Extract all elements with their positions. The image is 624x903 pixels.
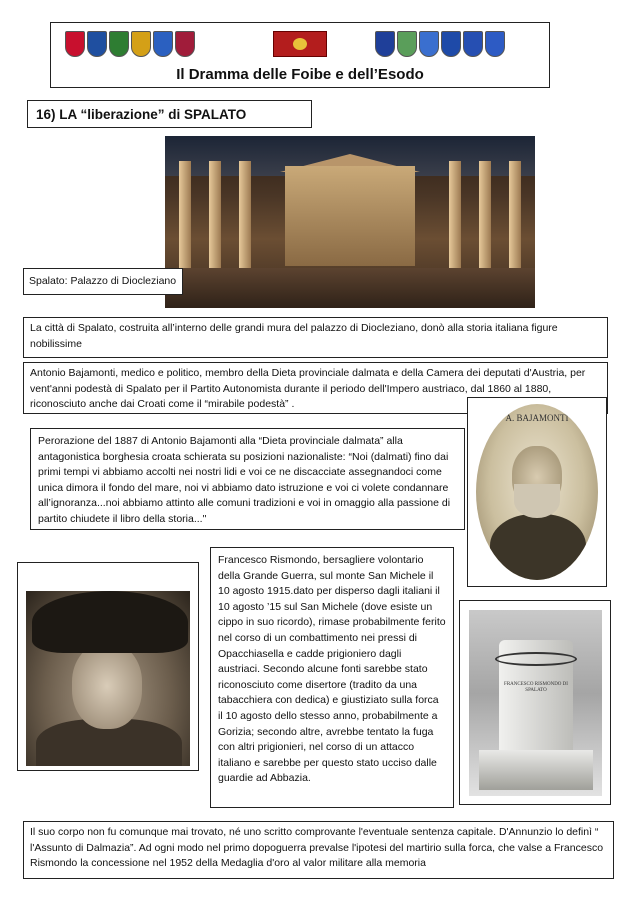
palace-photo bbox=[165, 136, 535, 308]
section-title: 16) LA “liberazione” di SPALATO bbox=[27, 100, 312, 128]
bajamonti-portrait bbox=[476, 404, 598, 580]
bajamonti-speech-paragraph: Perorazione del 1887 di Antonio Bajamonti alla “Dieta provinciale dalmata” alla antagonistica borghesia croata schierata su posizioni nazionaliste: “Noi (dalmati) fino dai primi tempi vi abbiamo accolti nei nostri lidi e voi ce ne discacciate assegnandoci come unica dimora il fondo del mare, noi vi abbiamo dato istruzione e voi ci volete condannare all’ignoranza...noi abbiamo attinto alle comuni tradizioni e voi in omaggio alla passione di partito chiudete il libro della storia..." bbox=[30, 428, 465, 530]
rismondo-portrait bbox=[26, 591, 190, 766]
page-title: Il Dramma delle Foibe e dell’Esodo bbox=[176, 66, 424, 83]
crest-icon bbox=[65, 31, 85, 57]
monument-inscription: FRANCESCO RISMONDO DI SPALATO bbox=[504, 682, 568, 693]
venice-flag-icon bbox=[273, 31, 327, 57]
crest-icon bbox=[153, 31, 173, 57]
monument-photo bbox=[469, 610, 602, 796]
monument-photo-frame bbox=[459, 600, 611, 805]
crest-icon bbox=[131, 31, 151, 57]
crests-right bbox=[375, 31, 505, 57]
crest-icon bbox=[397, 31, 417, 57]
rismondo-paragraph: Francesco Rismondo, bersagliere volontario della Grande Guerra, sul monte San Michele il 10 agosto 1915.dato per disperso dagli italiani il 10 agosto ’15 sul San Michele (dove esiste un cippo in suo ricordo), rimase probabilmente ferito nel corso di un combattimento nei pressi di Opacchiasella e cadde prigioniero dagli austriaci. Secondo alcune fonti sarebbe stato riconosciuto come disertore (tradito da una tabacchiera con dedica) e giustiziato sulla forca il 10 agosto dello stesso anno, probabilmente a Gorizia; secondo altre, avrebbe tentato la fuga con altri prigionieri, nel corso di un attacco italiano e sarebbe per questo stato ucciso dalle guardie ad Abbazia. bbox=[210, 547, 454, 808]
crests-left bbox=[65, 31, 195, 57]
bajamonti-bio-paragraph: Antonio Bajamonti, medico e politico, membro della Dieta provinciale dalmata e della Camera dei deputati d'Austria, per vent'anni podestà di Spalato per il Partito Autonomista durante il periodo dell'Impero austriaco, dal 1860 al 1880, riconosciuto anche dai Croati come il “mirabile podestà” . bbox=[23, 362, 608, 414]
crest-icon bbox=[419, 31, 439, 57]
crest-icon bbox=[109, 31, 129, 57]
header-banner bbox=[50, 22, 550, 88]
crest-icon bbox=[87, 31, 107, 57]
crest-icon bbox=[175, 31, 195, 57]
crest-icon bbox=[441, 31, 461, 57]
conclusion-paragraph: Il suo corpo non fu comunque mai trovato, né uno scritto comprovante l'eventuale sentenza capitale. D'Annunzio lo definì “ l'Assunto di Dalmazia”. Ad ogni modo nel primo dopoguerra prevalse l'ipotesi del martirio sulla forca, che valse a Francesco Rismondo la concessione nel 1952 della Medaglia d'oro al valor militare alla memoria bbox=[23, 821, 614, 879]
crest-icon bbox=[463, 31, 483, 57]
portrait-label: A. BAJAMONTI bbox=[505, 413, 569, 423]
palace-caption: Spalato: Palazzo di Diocleziano bbox=[23, 268, 183, 295]
crest-icon bbox=[375, 31, 395, 57]
crest-icon bbox=[485, 31, 505, 57]
bajamonti-portrait-frame bbox=[467, 397, 607, 587]
intro-paragraph: La città di Spalato, costruita all’interno delle grandi mura del palazzo di Diocleziano, donò alla storia italiana figure nobilissime bbox=[23, 317, 608, 358]
rismondo-portrait-frame bbox=[17, 562, 199, 771]
